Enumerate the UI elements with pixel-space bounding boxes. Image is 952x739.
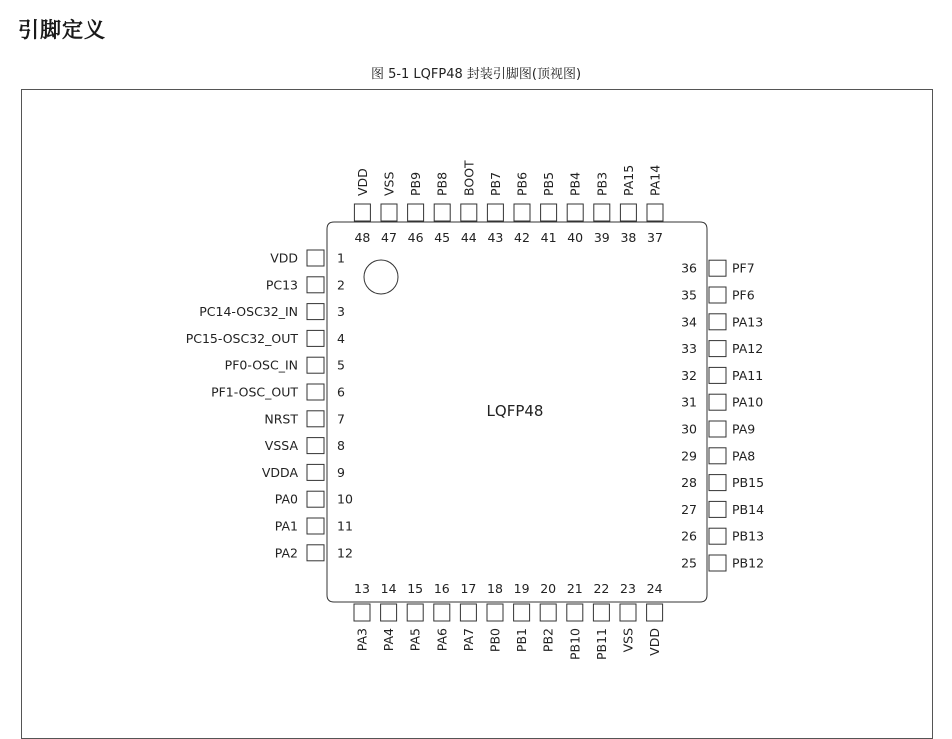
pin-name: PC13: [265, 277, 298, 293]
pin-number: 36: [681, 260, 697, 276]
pin-pad: [709, 341, 726, 357]
pin-number: 29: [681, 448, 697, 464]
pin-pad: [434, 604, 450, 621]
pin-name: PA13: [732, 314, 764, 330]
pin-number: 16: [433, 581, 450, 596]
pin-number: 37: [647, 230, 663, 245]
pin-number: 41: [540, 230, 557, 245]
pin-pad: [709, 314, 726, 330]
pin-number: 3: [337, 304, 345, 320]
pin-number: 25: [681, 555, 697, 571]
pin-number: 22: [593, 581, 610, 596]
pin-number: 48: [354, 230, 371, 245]
pin-number: 27: [681, 501, 697, 517]
pin-number: 42: [514, 230, 530, 245]
pin-pad: [307, 518, 324, 534]
pin-name: PA3: [354, 628, 370, 652]
pin-pad: [307, 411, 324, 427]
pin-number: 19: [513, 581, 530, 596]
pin-number: 24: [646, 581, 663, 596]
pin-pad: [540, 604, 556, 621]
pin-pad: [709, 367, 726, 383]
pin-name: VDDA: [261, 464, 298, 480]
pin-number: 8: [337, 438, 345, 454]
pin-pad: [307, 357, 324, 373]
pin-name: NRST: [264, 411, 298, 427]
pin-pad: [307, 384, 324, 400]
pin-name: PF0-OSC_IN: [224, 357, 298, 373]
pin-pad: [647, 604, 663, 621]
pin-pad: [709, 501, 726, 517]
pin-name: PB5: [541, 171, 557, 196]
pin-pad: [307, 464, 324, 480]
pin-name: PB2: [540, 628, 556, 653]
pin-name: PB10: [567, 628, 583, 661]
pin-name: BOOT: [461, 160, 477, 196]
pin-pad: [709, 555, 726, 571]
pin-name: PA1: [274, 518, 298, 534]
pin-number: 17: [460, 581, 477, 596]
pin-name: VDD: [354, 168, 370, 196]
pin-pad: [307, 250, 324, 266]
figure-caption: 图 5-1 LQFP48 封装引脚图(顶视图): [370, 67, 582, 82]
pin-name: PB1: [514, 628, 530, 653]
pin-pad: [567, 204, 583, 221]
pin-pad: [461, 204, 477, 221]
pin-name: PA8: [732, 448, 756, 464]
pin-number: 9: [337, 464, 345, 480]
pin-name: PA9: [732, 421, 756, 437]
pin-pad: [408, 204, 424, 221]
pin-name: PB7: [487, 171, 503, 196]
pin-pad: [620, 204, 636, 221]
pin-number: 30: [681, 421, 697, 437]
pin-name: PB12: [732, 555, 765, 571]
chip-label: LQFP48: [486, 402, 544, 420]
pin-name: PA2: [274, 545, 298, 561]
pin-pad: [307, 438, 324, 454]
pin-pad: [709, 260, 726, 276]
pin-pad: [620, 604, 636, 621]
pin-pad: [541, 204, 557, 221]
pin-pad: [567, 604, 583, 621]
pin-name: PA12: [732, 341, 764, 357]
pin-number: 15: [407, 581, 424, 596]
pin1-marker-dot: [364, 260, 398, 294]
pin-pad: [647, 204, 663, 221]
pin-name: VDD: [647, 628, 663, 656]
pin-number: 40: [567, 230, 584, 245]
pin-pad: [514, 604, 530, 621]
pin-number: 12: [337, 545, 353, 561]
pin-number: 46: [407, 230, 424, 245]
pin-name: VSS: [381, 171, 397, 196]
pin-name: VDD: [270, 250, 298, 266]
pin-number: 6: [337, 384, 345, 400]
pin-number: 2: [337, 277, 345, 293]
pin-number: 5: [337, 357, 345, 373]
pin-number: 1: [337, 250, 345, 266]
pin-pad: [354, 604, 370, 621]
pin-name: PA5: [407, 628, 423, 652]
pin-number: 43: [487, 230, 504, 245]
pin-pad: [594, 204, 610, 221]
pin-number: 14: [380, 581, 397, 596]
pin-pad: [307, 491, 324, 507]
pin-name: PF6: [732, 287, 755, 303]
pin-pad: [709, 475, 726, 491]
pin-name: VSS: [620, 628, 636, 653]
pin-name: PA6: [434, 628, 450, 652]
pin-number: 35: [681, 287, 697, 303]
pin-number: 39: [593, 230, 610, 245]
pin-number: 21: [566, 581, 583, 596]
pin-name: PA4: [381, 628, 397, 652]
pin-pad: [381, 204, 397, 221]
pin-number: 23: [620, 581, 636, 596]
pin-pad: [514, 204, 530, 221]
pin-number: 10: [337, 491, 353, 507]
pin-name: PB15: [732, 475, 765, 491]
pin-name: PA11: [732, 367, 764, 383]
pin-number: 11: [337, 518, 353, 534]
pin-number: 7: [337, 411, 345, 427]
pin-name: PB14: [732, 501, 765, 517]
pin-pad: [354, 204, 370, 221]
pin-name: PF1-OSC_OUT: [211, 384, 298, 400]
pin-number: 34: [681, 314, 697, 330]
pin-name: PB0: [487, 628, 503, 653]
pin-pad: [460, 604, 476, 621]
pin-name: PB11: [593, 628, 609, 661]
pin-name: PB6: [514, 171, 530, 196]
pin-number: 4: [337, 330, 345, 346]
pin-pad: [307, 277, 324, 293]
pin-pad: [709, 448, 726, 464]
pin-name: PC15-OSC32_OUT: [185, 330, 298, 346]
pin-name: PB4: [567, 171, 583, 196]
pin-pad: [434, 204, 450, 221]
pin-pad: [307, 330, 324, 346]
pin-pad: [709, 421, 726, 437]
pin-pad: [307, 304, 324, 320]
pin-name: PA0: [274, 491, 298, 507]
pin-name: VSSA: [264, 438, 298, 454]
pin-pad: [709, 287, 726, 303]
pin-number: 20: [540, 581, 557, 596]
pin-pad: [381, 604, 397, 621]
pin-number: 26: [681, 528, 697, 544]
pin-pad: [593, 604, 609, 621]
pin-pad: [709, 394, 726, 410]
pin-number: 31: [681, 394, 697, 410]
pin-pad: [307, 545, 324, 561]
pin-number: 45: [434, 230, 451, 245]
pin-name: PB3: [594, 171, 610, 196]
pin-number: 13: [354, 581, 370, 596]
pin-name: PB13: [732, 528, 765, 544]
pin-name: PA7: [460, 628, 476, 652]
pin-number: 47: [381, 230, 397, 245]
pin-pad: [487, 204, 503, 221]
pin-number: 38: [620, 230, 637, 245]
pin-pad: [487, 604, 503, 621]
pin-number: 18: [487, 581, 503, 596]
pin-name: PB8: [434, 171, 450, 196]
pin-number: 32: [681, 367, 697, 383]
pin-pad: [709, 528, 726, 544]
pin-number: 28: [681, 475, 697, 491]
section-heading: 引脚定义: [18, 18, 106, 42]
pin-pad: [407, 604, 423, 621]
pin-name: PA15: [620, 164, 636, 196]
pin-name: PA14: [647, 164, 663, 196]
pin-name: PF7: [732, 260, 755, 276]
pin-name: PB9: [408, 171, 424, 196]
pin-name: PA10: [732, 394, 764, 410]
pin-number: 44: [460, 230, 477, 245]
pin-number: 33: [681, 341, 697, 357]
pin-name: PC14-OSC32_IN: [199, 304, 298, 320]
